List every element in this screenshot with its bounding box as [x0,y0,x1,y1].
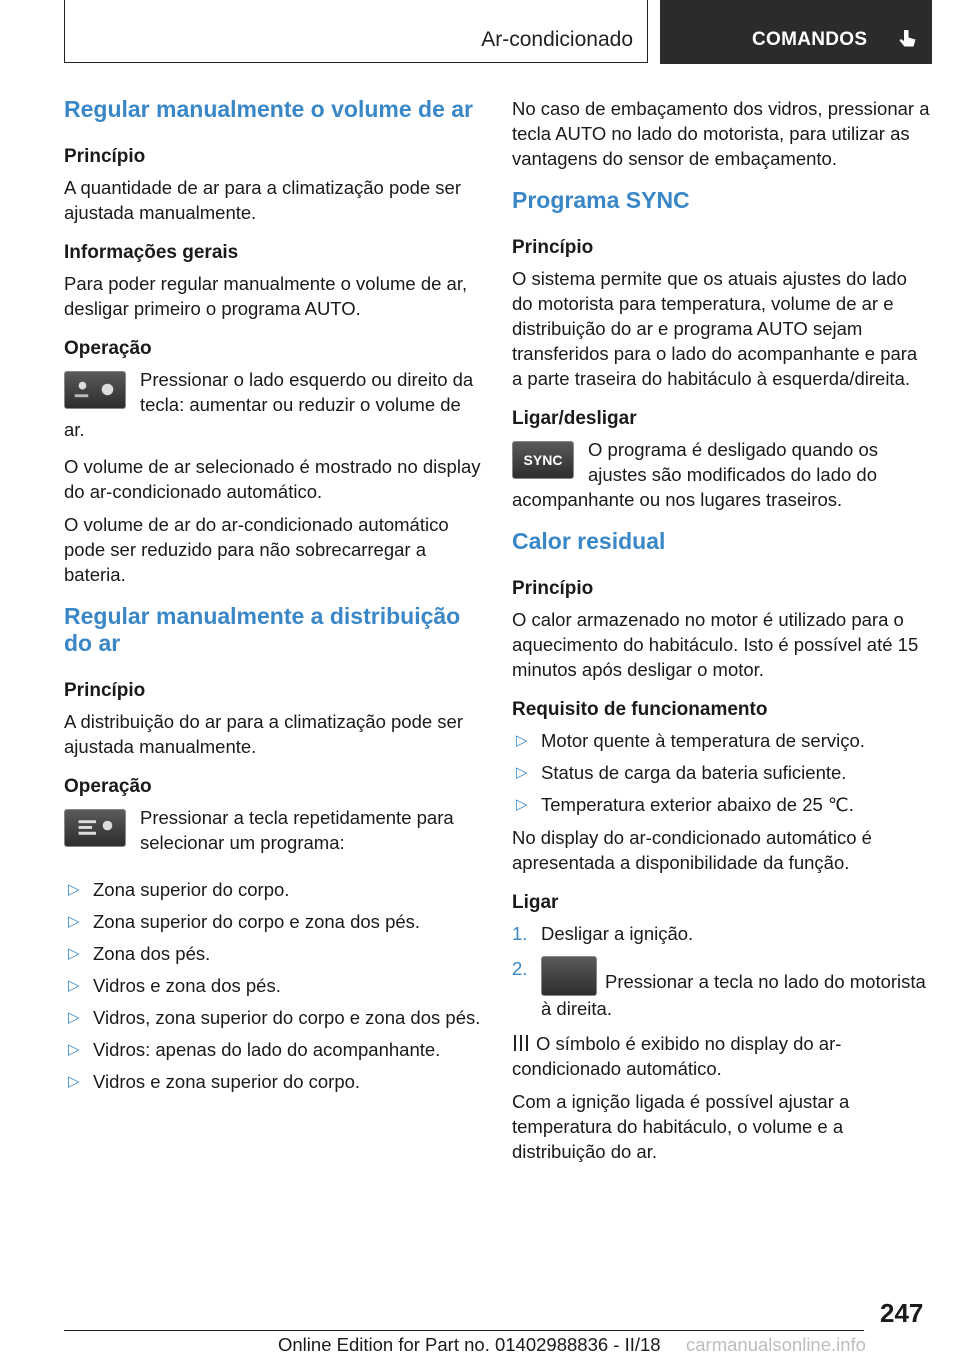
triangle-bullet-icon: ▷ [68,913,80,930]
triangle-bullet-icon: ▷ [516,732,528,749]
subheading: Ligar [512,892,559,913]
triangle-bullet-icon: ▷ [68,1041,80,1058]
instruction-with-icon [64,805,482,861]
list-item: ▷ Vidros e zona dos pés. [68,975,281,996]
subheading: Ligar/desligar [512,408,637,429]
list-item: ▷ Status de carga da bateria suficiente. [516,762,847,783]
edition-text: Online Edition for Part no. 01402988836 - II/18 [278,1334,661,1355]
fan-button-image [64,371,126,409]
section-title: COMANDOS [752,29,868,50]
paragraph: A distribuição do ar para a climatização pode ser ajustada manualmente. [64,711,463,757]
hand-pointer-icon [896,28,920,52]
steps-list [512,921,930,1021]
sync-button-image: SYNC [512,441,574,479]
air-distribution-button-image [64,809,126,847]
section-heading: Calor residual [512,528,666,554]
section-heading: Programa SYNC [512,187,690,213]
paragraph: No display do ar-condicionado automático é apresentada a disponibilidade da função. [512,827,872,873]
left-column [64,96,482,1102]
triangle-bullet-icon: ▷ [516,764,528,781]
page-header [64,0,932,64]
list-item: ▷ Motor quente à temperatura de serviço. [516,730,865,751]
right-column [512,96,930,1180]
subheading: Princípio [64,680,146,701]
requirement-list [512,728,930,817]
triangle-bullet-icon: ▷ [516,796,528,813]
triangle-bullet-icon: ▷ [68,881,80,898]
list-item: ▷ Zona superior do corpo e zona dos pés. [68,911,421,932]
triangle-bullet-icon: ▷ [68,1009,80,1026]
subheading: Requisito de funcionamento [512,699,768,720]
paragraph: No caso de embaçamento dos vidros, pressionar a tecla AUTO no lado do motorista, para utilizar as vantagens do sensor de embaçamento. [512,98,930,169]
fan-icon [69,376,121,403]
subheading: Operação [64,776,152,797]
page-number: 247 [880,1298,924,1328]
list-item: ▷ Zona superior do corpo. [68,879,290,900]
paragraph: Pressionar o lado esquerdo ou direito da tecla: aumentar ou reduzir o volume de ar. [64,369,474,440]
paragraph: A quantidade de ar para a climatização pode ser ajustada manualmente. [64,177,461,223]
paragraph: O volume de ar selecionado é mostrado no display do ar-condicionado automático. [64,456,481,502]
program-list [64,877,482,1094]
header-title-box [64,0,648,63]
section-tab [660,0,932,64]
triangle-bullet-icon: ▷ [68,977,80,994]
step-item: 1. Desligar a ignição. [512,923,694,944]
list-item: ▷ Vidros e zona superior do corpo. [68,1071,361,1092]
step-item: 2. Pressionar a tecla no lado do motorista à direita. [512,958,926,1019]
paragraph: O calor armazenado no motor é utilizado para o aquecimento do habitáculo. Isto é possível até 15 minutos após desligar o motor. [512,609,919,680]
residual-heat-icon [512,1033,530,1053]
footer-divider [64,1330,864,1331]
fan-button-image [541,956,597,996]
subheading: Operação [64,338,152,359]
paragraph: O programa é desligado quando os ajustes são modificados do lado do acompanhante ou nos lugares traseiros. [512,439,879,510]
instruction-with-icon [64,367,482,442]
list-item: ▷ Temperatura exterior abaixo de 25 ℃. [516,794,854,815]
instruction-with-icon [512,437,930,512]
section-heading: Regular manualmente o volume de ar [64,96,474,122]
paragraph: Com a ignição ligada é possível ajustar a temperatura do habitáculo, o volume e a distribuição do ar. [512,1091,850,1162]
list-item: ▷ Vidros, zona superior do corpo e zona dos pés. [68,1007,481,1028]
paragraph: Para poder regular manualmente o volume de ar, desligar primeiro o programa AUTO. [64,273,468,319]
paragraph: O sistema permite que os atuais ajustes do lado do motorista para temperatura, volume de ar e distribuição do ar e programa AUTO sejam transferidos para o lado do acompanhante e para a parte traseira do habitáculo à esquerda/direita. [512,268,918,389]
list-item: ▷ Vidros: apenas do lado do acompanhante. [68,1039,441,1060]
subheading: Princípio [512,237,594,258]
subheading: Informações gerais [64,242,239,263]
list-item: ▷ Zona dos pés. [68,943,211,964]
triangle-bullet-icon: ▷ [68,945,80,962]
watermark: carmanualsonline.info [686,1334,866,1355]
chapter-title: Ar-condicionado [481,28,633,51]
subheading: Princípio [512,578,594,599]
triangle-bullet-icon: ▷ [68,1073,80,1090]
paragraph: Pressionar a tecla repetidamente para selecionar um programa: [140,807,454,853]
paragraph: O volume de ar do ar-condicionado automático pode ser reduzido para não sobrecarregar a bateria. [64,514,449,585]
paragraph: O símbolo é exibido no display do ar-condicionado automático. [512,1033,842,1079]
section-heading: Regular manualmente a distribuição do ar [64,603,461,656]
subheading: Princípio [64,146,146,167]
air-distribution-icon [69,814,121,841]
